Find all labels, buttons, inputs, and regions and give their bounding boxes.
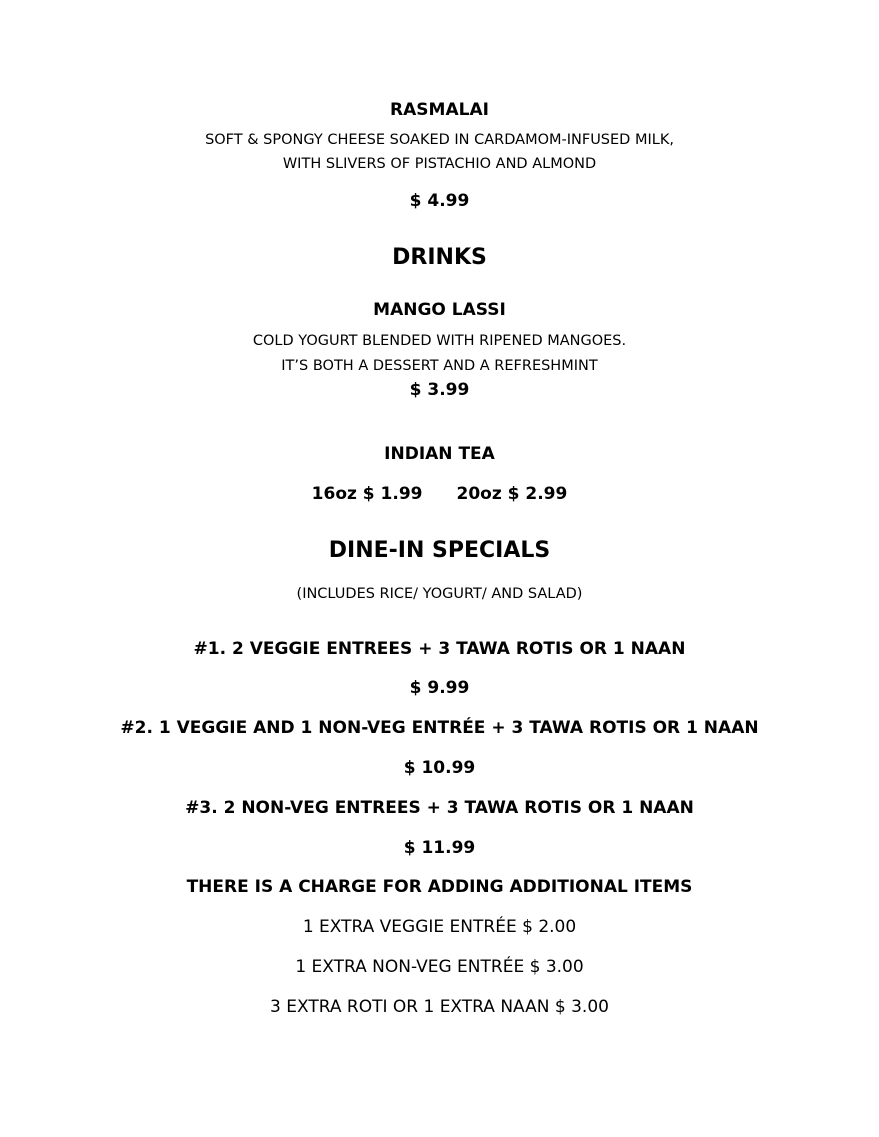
indian-tea-prices	[0, 484, 879, 504]
extra-item-3: 3 EXTRA ROTI OR 1 EXTRA NAAN $ 3.00	[270, 997, 609, 1017]
extra-item-1: 1 EXTRA VEGGIE ENTRÉE $ 2.00	[302, 917, 577, 937]
mango-lassi-title: MANGO LASSI	[373, 300, 506, 320]
special-3-price: $ 11.99	[403, 838, 476, 858]
dine-in-specials-heading: DINE-IN SPECIALS	[328, 538, 551, 563]
dine-in-includes-note: (INCLUDES RICE/ YOGURT/ AND SALAD)	[296, 586, 583, 602]
special-2-name: #2. 1 VEGGIE AND 1 NON-VEG ENTRÉE + 3 TAWA ROTIS OR 1 NAAN	[120, 718, 759, 738]
special-1-name: #1. 2 VEGGIE ENTREES + 3 TAWA ROTIS OR 1 NAAN	[193, 639, 686, 659]
special-1-price: $ 9.99	[409, 678, 470, 698]
special-3-name: #3. 2 NON-VEG ENTREES + 3 TAWA ROTIS OR 1 NAAN	[185, 798, 694, 818]
indian-tea-title: INDIAN TEA	[384, 444, 495, 464]
mango-lassi-description-line-2: IT’S BOTH A DESSERT AND A REFRESHMINT	[281, 358, 598, 374]
extra-item-2: 1 EXTRA NON-VEG ENTRÉE $ 3.00	[295, 957, 584, 977]
rasmalai-description-line-2: WITH SLIVERS OF PISTACHIO AND ALMOND	[282, 156, 597, 172]
special-2-price: $ 10.99	[403, 758, 476, 778]
drinks-heading: DRINKS	[392, 245, 487, 270]
mango-lassi-price: $ 3.99	[409, 380, 470, 400]
rasmalai-price: $ 4.99	[409, 191, 470, 211]
rasmalai-description-line-1: SOFT & SPONGY CHEESE SOAKED IN CARDAMOM-INFUSED MILK,	[205, 132, 674, 148]
mango-lassi-description-line-1: COLD YOGURT BLENDED WITH RIPENED MANGOES.	[252, 333, 627, 349]
rasmalai-title: RASMALAI	[390, 100, 489, 120]
indian-tea-16oz-price: 16oz $ 1.99	[311, 484, 423, 504]
additional-items-charge-note: THERE IS A CHARGE FOR ADDING ADDITIONAL ITEMS	[186, 877, 693, 897]
indian-tea-20oz-price: 20oz $ 2.99	[456, 484, 568, 504]
